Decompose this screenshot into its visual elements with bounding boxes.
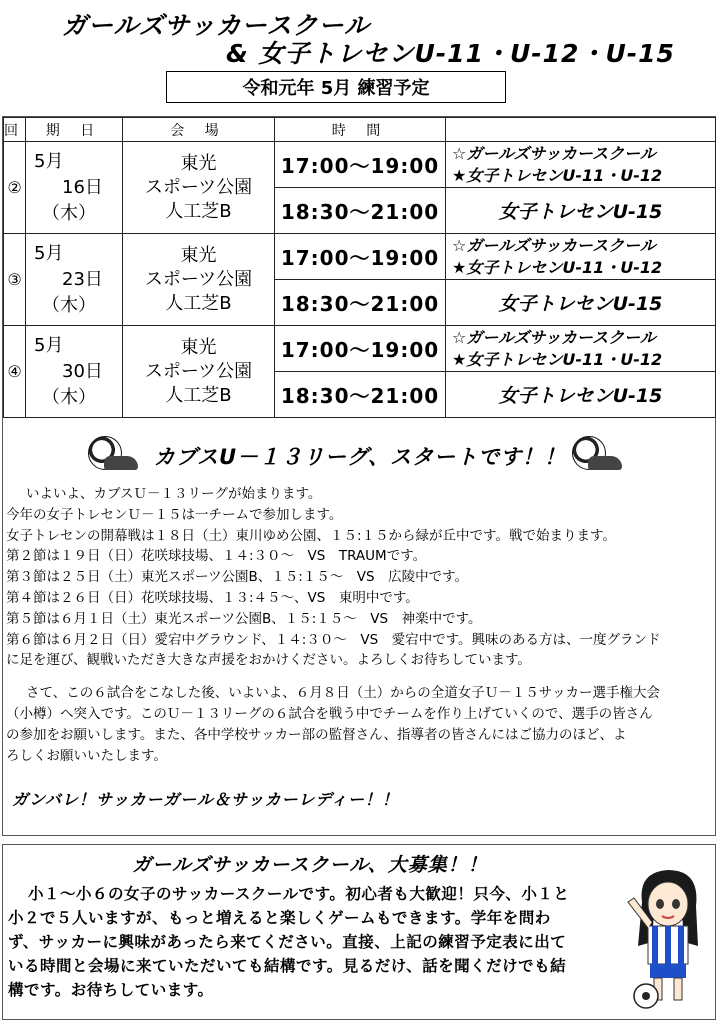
- ball-patch: [642, 992, 650, 1000]
- date-cell: [26, 142, 123, 234]
- date-weekday: （木）: [42, 294, 96, 316]
- time-slot: 18:30～21:00: [275, 280, 446, 326]
- cubs-league-body: [6, 484, 710, 766]
- time-slot: 18:30～21:00: [275, 372, 446, 418]
- body-line: に足を運び、観戦いただき大きな声援をおかけください。よろしくお待ちしています。: [6, 652, 531, 669]
- time-slot: 17:00～19:00: [275, 326, 446, 372]
- body-line: 女子トレセンの開幕戦は１８日（土）東川ゆめ公園、１５:１５から緑が丘中です。戦で始まります。: [6, 527, 616, 544]
- schedule-table: [3, 117, 716, 418]
- activity-line: ★女子トレセンU-11・U-12: [452, 349, 663, 369]
- soccer-girl-illustration: [622, 862, 714, 1012]
- shorts-shape: [650, 964, 686, 978]
- body-line: 第２節は１９日（日）花咲球技場、１４:３０～ VS TRAUMです。: [6, 548, 427, 565]
- activity-line: ☆ガールズサッカースクール: [452, 235, 656, 255]
- table-header-row: [4, 118, 716, 142]
- venue-line: スポーツ公園: [144, 176, 253, 198]
- activity-cell: [446, 142, 716, 188]
- date-day: 23日: [62, 268, 103, 290]
- venue-line: 東光: [180, 152, 217, 174]
- cheer-message: ガンバレ！サッカーガール＆サッカーレディー！！: [12, 790, 400, 809]
- face-shape: [648, 882, 688, 926]
- venue-cell: [123, 142, 275, 234]
- table-row: [4, 234, 716, 280]
- header-time: 時 間: [275, 118, 446, 142]
- activity-line: ☆ガールズサッカースクール: [452, 327, 656, 347]
- time-slot: 18:30～21:00: [275, 188, 446, 234]
- venue-line: 人工芝B: [165, 292, 232, 314]
- title-line1: ガールズサッカースクール: [62, 11, 371, 40]
- jersey-stripe: [665, 926, 671, 964]
- schedule-subtitle: 令和元年 5月 練習予定: [166, 71, 506, 103]
- body-line: の参加をお願いします。また、各中学校サッカー部の監督さん、指導者の皆さんにはご協力のほど、よ: [6, 726, 627, 743]
- date-cell: [26, 234, 123, 326]
- activity-cell: [446, 234, 716, 280]
- round-number: ②: [4, 142, 26, 234]
- date-month: 5月: [34, 334, 64, 356]
- activity-line: ★女子トレセンU-11・U-12: [452, 165, 663, 185]
- body-line: いよいよ、カブスＵ－１３リーグが始まります。: [26, 486, 322, 502]
- jersey-stripe: [678, 926, 684, 964]
- activity-line: ★女子トレセンU-11・U-12: [452, 257, 663, 277]
- body-line: 第３節は２５日（土）東光スポーツ公園B、１５:１５～ VS 広陵中です。: [6, 569, 468, 586]
- header-round: 回: [4, 118, 26, 142]
- recruit-line: 小２で５人いますが、もっと増えると楽しくゲームもできます。学年を問わ: [8, 909, 551, 927]
- body-line: 第６節は６月２日（日）愛宕中グラウンド、１４:３０～ VS 愛宕中です。興味のある方は、一度グランド: [6, 631, 661, 648]
- date-month: 5月: [34, 150, 64, 172]
- recruit-line: 小１～小６の女子のサッカースクールです。初心者も大歓迎！只今、小１と: [28, 885, 570, 903]
- date-weekday: （木）: [42, 386, 96, 408]
- cubs-league-heading: カブスU－１３リーグ、スタートです！！: [153, 445, 567, 469]
- leg-shape: [674, 978, 682, 1000]
- recruit-body: [8, 882, 612, 1002]
- activity-cell: 女子トレセンU-15: [446, 372, 716, 418]
- date-day: 30日: [62, 360, 103, 382]
- header-date: 期 日: [26, 118, 123, 142]
- round-number: ④: [4, 326, 26, 418]
- body-line: 今年の女子トレセンＵ－１５は一チームで参加します。: [6, 506, 343, 523]
- eye-shape: [672, 899, 680, 909]
- recruit-line: ず、サッカーに興味があったら来てください。直接、上記の練習予定表に出て: [8, 933, 567, 951]
- activity-cell: 女子トレセンU-15: [446, 188, 716, 234]
- venue-cell: [123, 326, 275, 418]
- recruit-line: いる時間と会場に来ていただいても結構です。見るだけ、話を聞くだけでも結: [8, 957, 567, 975]
- body-line: （小樽）へ突入です。このＵ－１３リーグの６試合を戦う中でチームを作り上げていくので、選手の皆さん: [6, 705, 653, 722]
- venue-cell: [123, 234, 275, 326]
- round-number: ③: [4, 234, 26, 326]
- activity-line: ☆ガールズサッカースクール: [452, 143, 656, 163]
- venue-line: 人工芝B: [165, 384, 232, 406]
- title-line2: & 女子トレセンU-11・U-12・U-15: [226, 39, 675, 68]
- eye-shape: [656, 899, 664, 909]
- jersey-stripe: [652, 926, 658, 964]
- date-cell: [26, 326, 123, 418]
- paragraph-spacer: [6, 671, 710, 683]
- activity-cell: [446, 326, 716, 372]
- venue-line: 人工芝B: [165, 200, 232, 222]
- recruit-line: 構です。お待ちしています。: [8, 981, 214, 999]
- date-day: 16日: [62, 176, 103, 198]
- header-venue: 会 場: [123, 118, 275, 142]
- body-line: 第４節は２６日（日）花咲球技場、１３:４５～、VS 東明中です。: [6, 589, 419, 606]
- venue-line: 東光: [180, 244, 217, 266]
- date-weekday: （木）: [42, 202, 96, 224]
- time-slot: 17:00～19:00: [275, 234, 446, 280]
- activity-cell: 女子トレセンU-15: [446, 280, 716, 326]
- time-slot: 17:00～19:00: [275, 142, 446, 188]
- venue-line: スポーツ公園: [144, 268, 253, 290]
- table-row: [4, 326, 716, 372]
- header-activity: [446, 118, 716, 142]
- body-line: 第５節は６月１日（土）東光スポーツ公園B、１５:１５～ VS 神楽中です。: [6, 610, 482, 627]
- recruit-title: ガールズサッカースクール、大募集！！: [132, 854, 488, 876]
- venue-line: 東光: [180, 336, 217, 358]
- date-month: 5月: [34, 242, 64, 264]
- body-line: ろしくお願いいたします。: [6, 747, 167, 764]
- table-row: [4, 142, 716, 188]
- venue-line: スポーツ公園: [144, 360, 253, 382]
- body-line: さて、この６試合をこなした後、いよいよ、６月８日（土）からの全道女子Ｕ－１５サッカー選手権大会: [26, 685, 660, 702]
